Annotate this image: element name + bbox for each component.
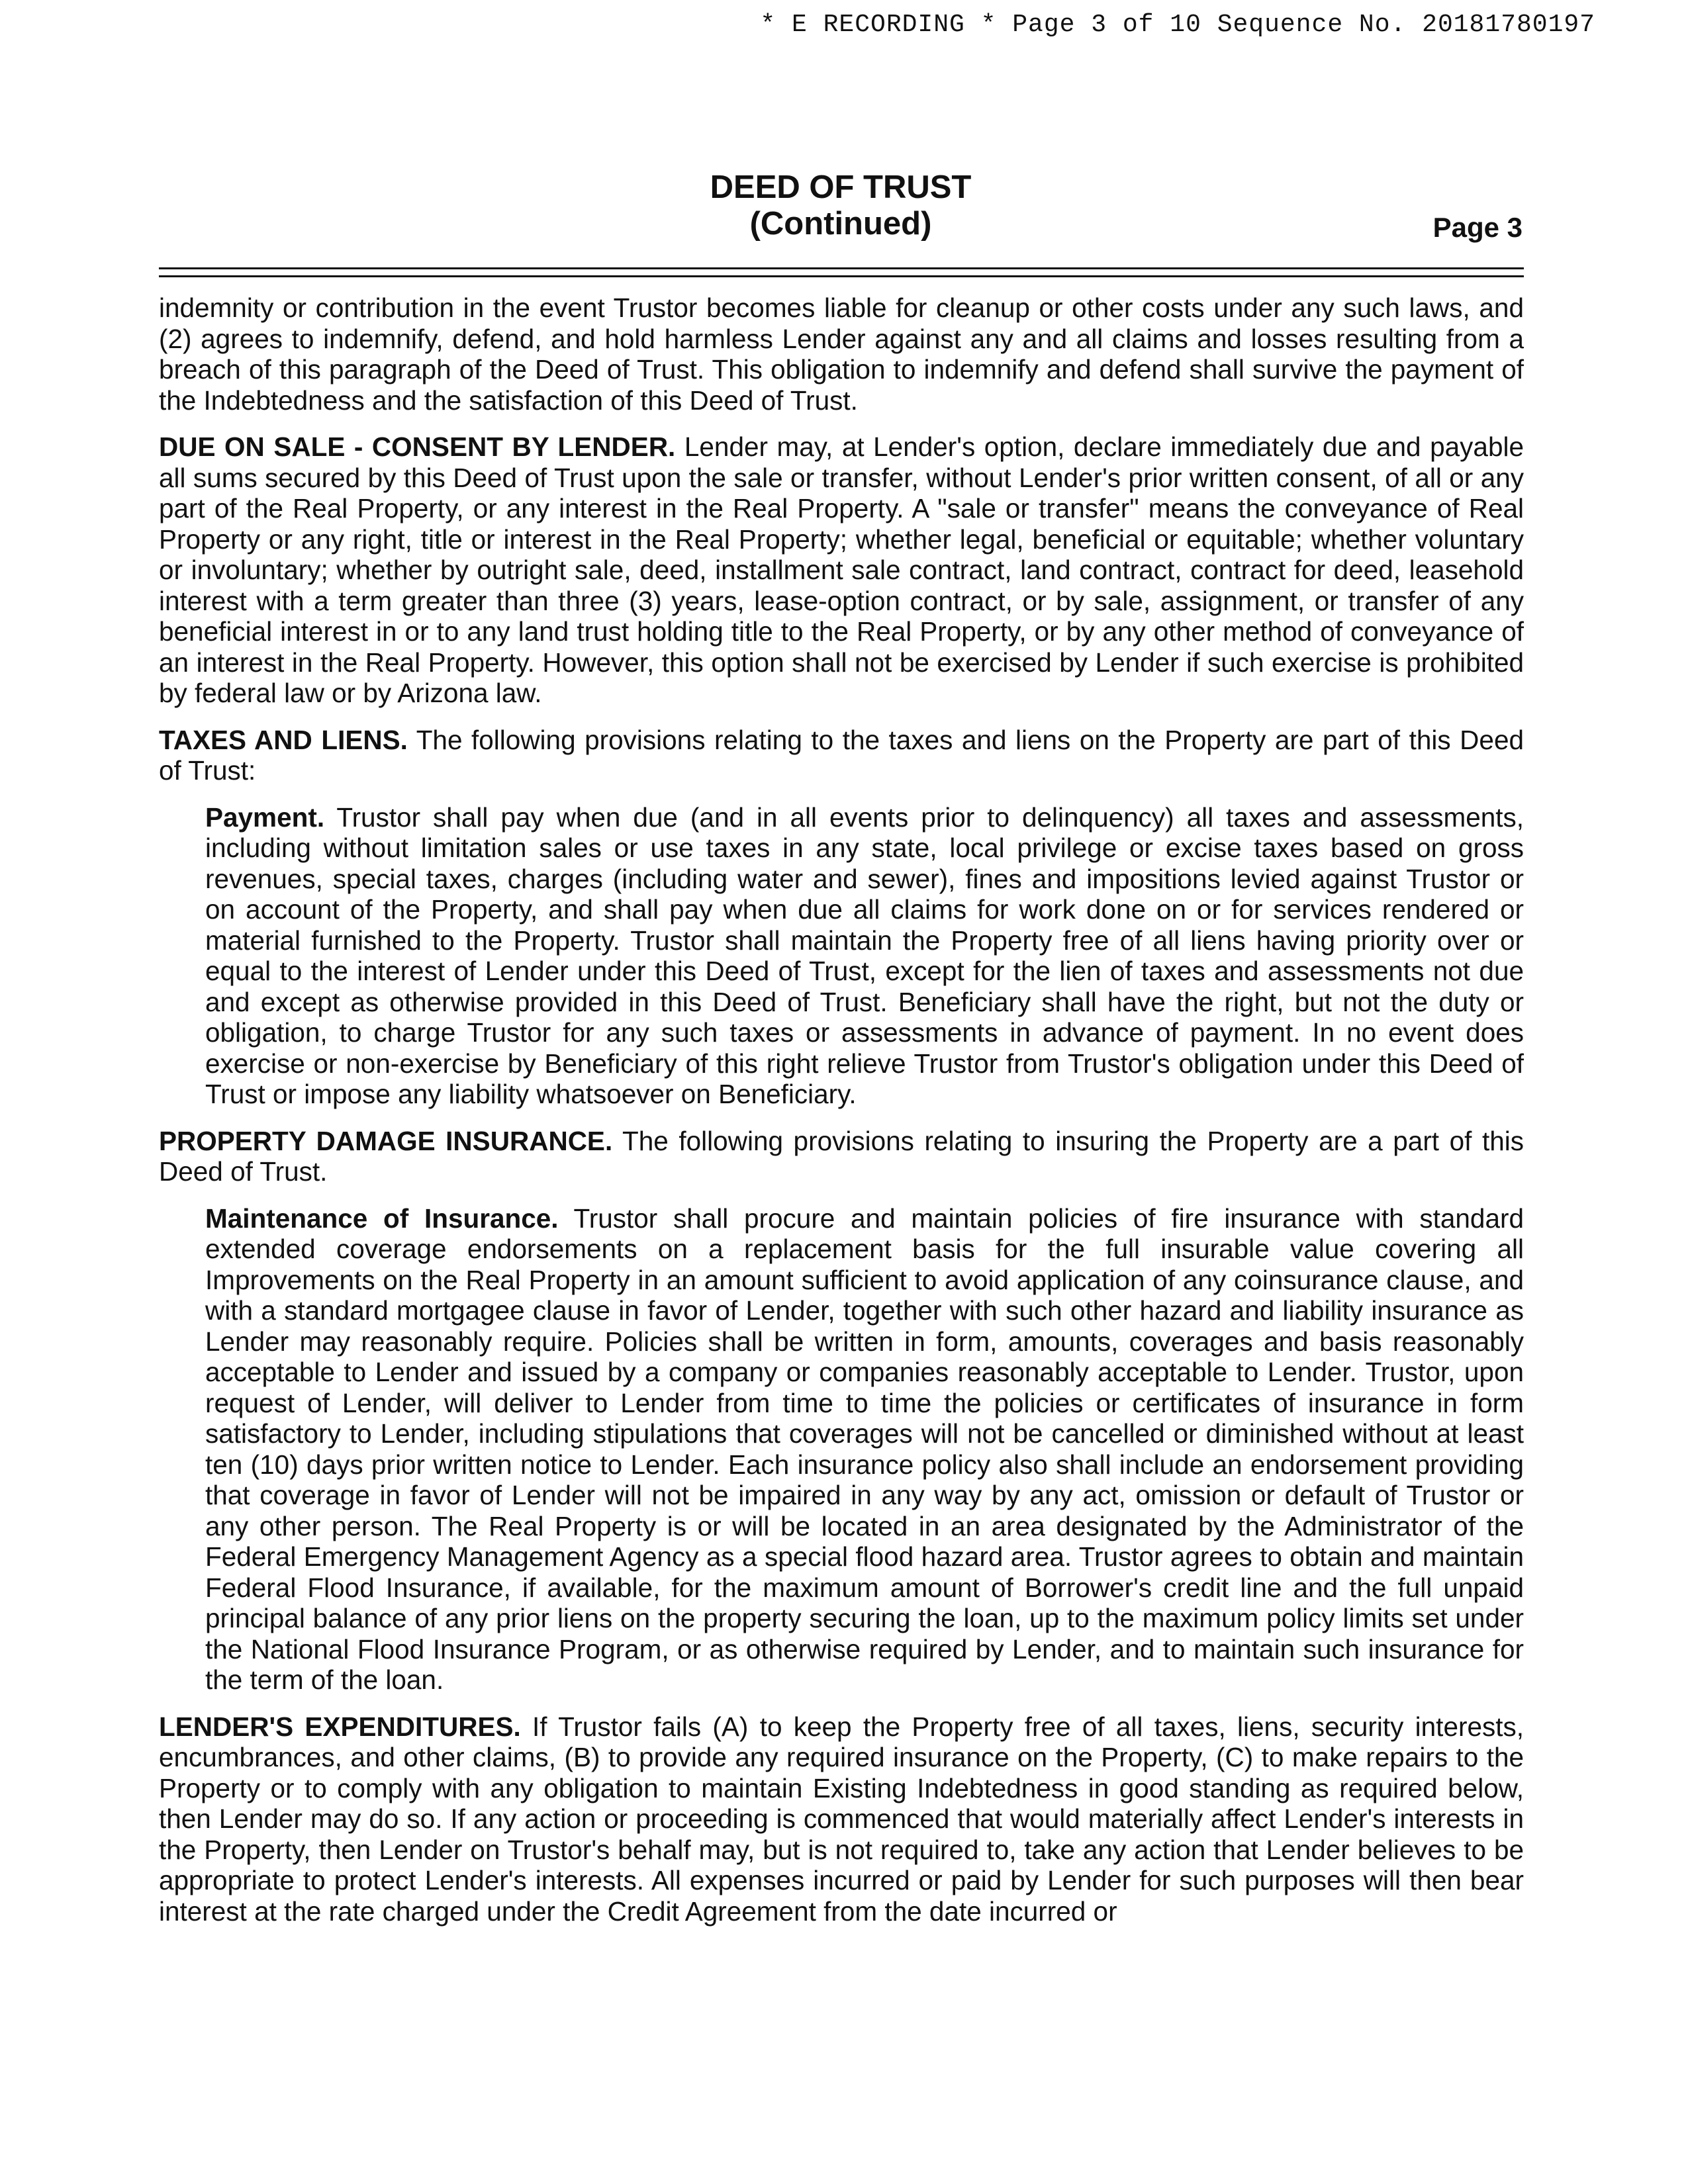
subsection-heading: Payment.	[205, 801, 325, 833]
section-heading: DUE ON SALE - CONSENT BY LENDER.	[159, 432, 676, 462]
document-title: DEED OF TRUST	[710, 169, 972, 205]
page-number: Page 3	[1432, 212, 1523, 243]
paragraph-text: Lender may, at Lender's option, declare immediately due and payable all sums secured by this Deed of Trust upon the sale or transfer, without Lender's prior written consent, of all or any part of the Real Property, or any interest in the Real Property. A "sale or transfer" means the conveyance of Real Property or any right, title or interest in the Real Property; whether legal, beneficial or equitable; whether voluntary or involuntary; whether by outright sale, deed, installment sale contract, land contract, contract for deed, leasehold interest with a term greater than three (3) years, lease-option contract, or by sale, assignment, or transfer of any beneficial interest in or to any land trust holding title to the Real Property, or by any other method of conveyance of an interest in the Real Property. However, this option shall not be exercised by Lender if such exercise is prohibited by federal law or by Arizona law.	[159, 432, 1524, 708]
header-rule-bottom	[159, 275, 1524, 277]
paragraph-text: indemnity or contribution in the event Trustor becomes liable for cleanup or other costs under any such laws, and (2) agrees to indemnify, defend, and hold harmless Lender against any and all claims and losses resulting from a breach of this paragraph of the Deed of Trust. This obligation to indemnify and defend shall survive the payment of the Indebtedness and the satisfaction of this Deed of Trust.	[159, 293, 1524, 416]
paragraph-maintenance-of-insurance	[205, 1203, 1524, 1696]
page-header	[159, 165, 1523, 258]
subsection-heading: Maintenance of Insurance.	[205, 1203, 559, 1234]
paragraph-text: Trustor shall pay when due (and in all events prior to delinquency) all taxes and assessments, including without limitation sales or use taxes in any state, local privilege or excise taxes based on gross revenues, special taxes, charges (including water and sewer), fines and impositions levied against Trustor or on account of the Property, and shall pay when due all claims for work done on or for services rendered or material furnished to the Property. Trustor shall maintain the Property free of all liens having priority over or equal to the interest of Lender under this Deed of Trust, except for the lien of taxes and assessments not due and except as otherwise provided in this Deed of Trust. Beneficiary shall have the right, but not the duty or obligation, to charge Trustor for any such taxes or assessments in advance of payment. In no event does exercise or non-exercise by Beneficiary of this right relieve Trustor from Trustor's obligation under this Deed of Trust or impose any liability whatsoever on Beneficiary.	[205, 801, 1524, 1109]
section-heading: LENDER'S EXPENDITURES.	[159, 1711, 521, 1742]
paragraph-text: The following provisions relating to the taxes and liens on the Property are part of this Deed of Trust:	[159, 724, 1524, 786]
paragraph-property-damage-insurance	[159, 1126, 1524, 1187]
document-body	[159, 293, 1524, 1927]
paragraph-taxes-and-liens	[159, 725, 1524, 786]
paragraph-due-on-sale	[159, 432, 1524, 709]
document-subtitle: (Continued)	[749, 206, 932, 242]
paragraph-lenders-expenditures	[159, 1711, 1524, 1927]
section-heading: TAXES AND LIENS.	[159, 724, 408, 755]
paragraph-payment	[205, 802, 1524, 1110]
section-heading: PROPERTY DAMAGE INSURANCE.	[159, 1125, 613, 1156]
paragraph-text: The following provisions relating to insuring the Property are a part of this Deed of Trust.	[159, 1125, 1524, 1187]
paragraph-text: If Trustor fails (A) to keep the Property free of all taxes, liens, security interests, encumbrances, and other claims, (B) to provide any required insurance on the Property, (C) to make repairs to the Property or to comply with any obligation to maintain Existing Indebtedness in good standing as required below, then Lender may do so. If any action or proceeding is commenced that would materially affect Lender's interests in the Property, then Lender on Trustor's behalf may, but is not required to, take any action that Lender believes to be appropriate to protect Lender's interests. All expenses incurred or paid by Lender for such purposes will then bear interest at the rate charged under the Credit Agreement from the date incurred or	[159, 1711, 1524, 1927]
paragraph-text: Trustor shall procure and maintain policies of fire insurance with standard extended coverage endorsements on a replacement basis for the full insurable value covering all Improvements on the Real Property in an amount sufficient to avoid application of any coinsurance clause, and with a standard mortgagee clause in favor of Lender, together with such other hazard and liability insurance as Lender may reasonably require. Policies shall be written in form, amounts, coverages and basis reasonably acceptable to Lender and issued by a company or companies reasonably acceptable to Lender. Trustor, upon request of Lender, will deliver to Lender from time to time the policies or certificates of insurance in form satisfactory to Lender, including stipulations that coverages will not be cancelled or diminished without at least ten (10) days prior written notice to Lender. Each insurance policy also shall include an endorsement providing that coverage in favor of Lender will not be impaired in any way by any act, omission or default of Trustor or any other person. The Real Property is or will be located in an area designated by the Administrator of the Federal Emergency Management Agency as a special flood hazard area. Trustor agrees to obtain and maintain Federal Flood Insurance, if available, for the maximum amount of Borrower's credit line and the full unpaid principal balance of any prior liens on the property securing the loan, up to the maximum policy limits set under the National Flood Insurance Program, or as otherwise required by Lender, and to maintain such insurance for the term of the loan.	[205, 1203, 1524, 1695]
paragraph-indemnity-continued	[159, 293, 1524, 416]
header-rule-top	[159, 267, 1524, 269]
recording-stamp: * E RECORDING * Page 3 of 10 Sequence No. 20181780197	[760, 11, 1595, 39]
